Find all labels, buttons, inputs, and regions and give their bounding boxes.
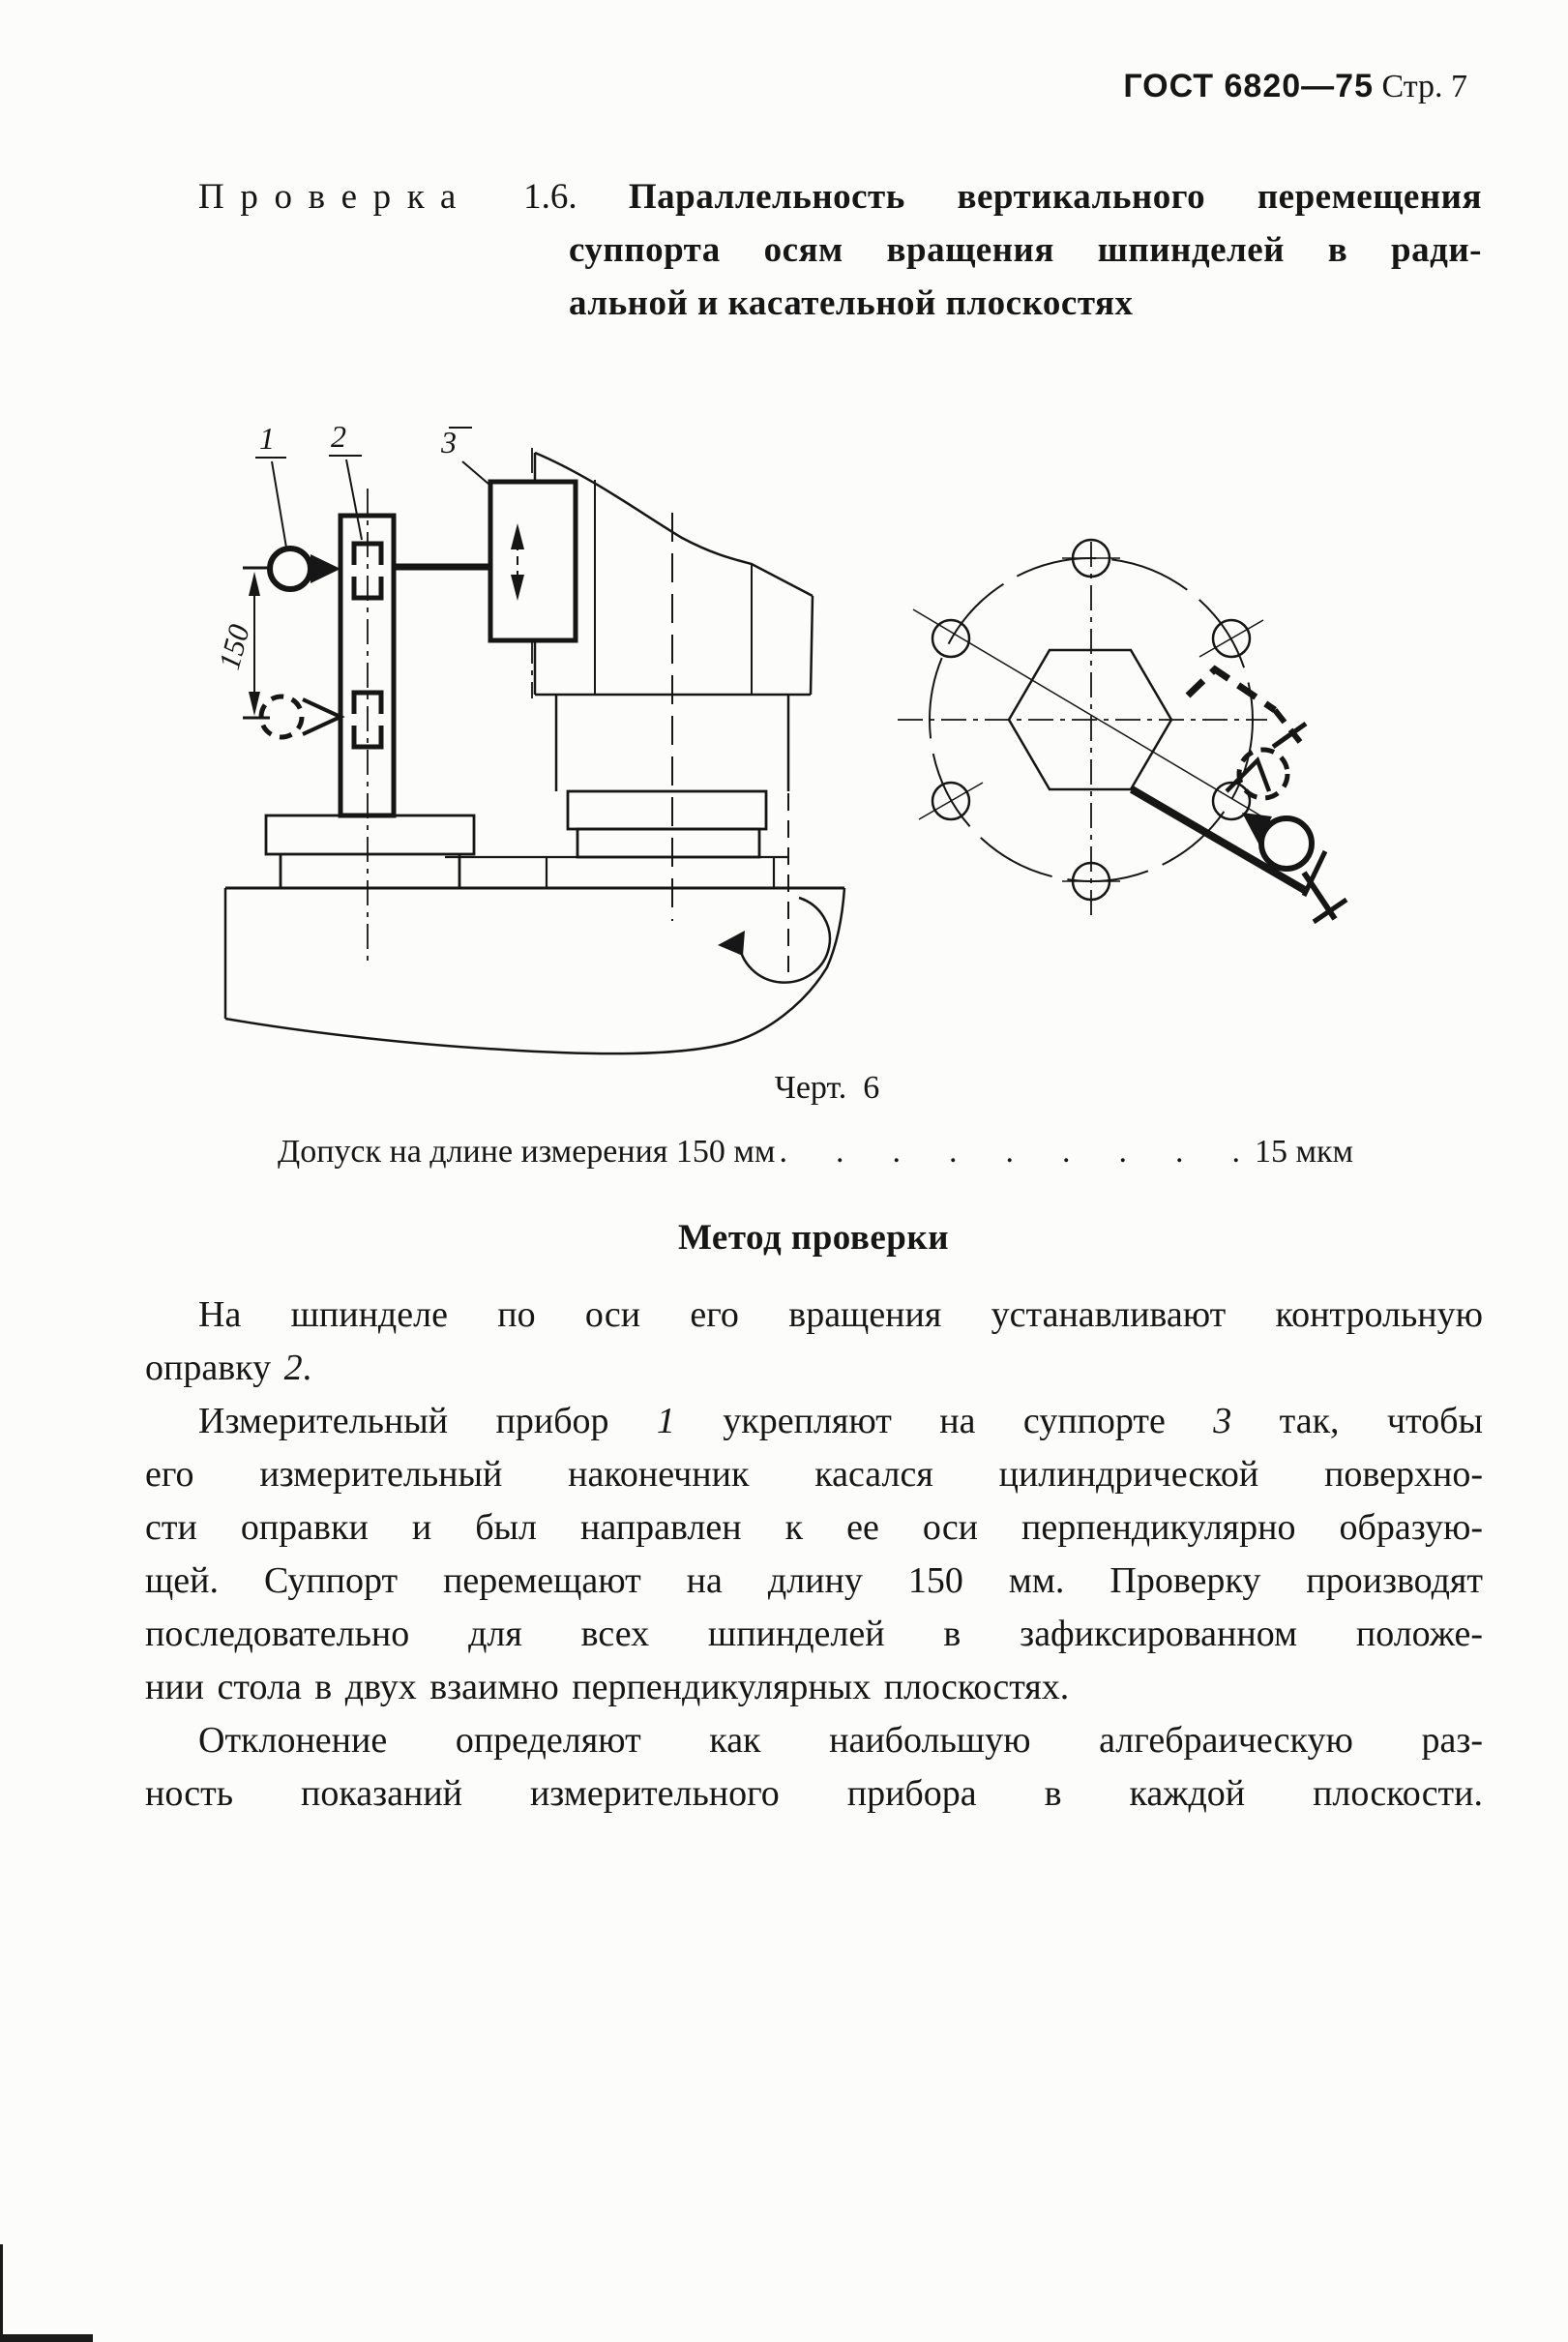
tolerance-value: 15 мкм [1254, 1134, 1353, 1170]
plan-indicator-tangential-phantom [1188, 669, 1306, 798]
tolerance-label: Допуск на длине измерения 150 мм [278, 1134, 776, 1170]
label-1-leader [272, 461, 286, 548]
figure-caption: Черт. 6 [774, 1070, 880, 1106]
body-text-line: Отклонение определяют как наибольшую алгебраическую раз- [198, 1720, 1483, 1761]
part-label-2: 2 [331, 419, 346, 454]
body-text-line: щей. Суппорт перемещают на длину 150 мм. Проверку производят [145, 1560, 1483, 1601]
dial-indicator-upper [243, 548, 340, 589]
support-carriage [394, 482, 576, 640]
part-label-callouts [255, 419, 503, 548]
plan-indicator-radial [1132, 789, 1346, 922]
test-mandrel [340, 489, 394, 961]
support-body [490, 482, 576, 640]
body-text-line: его измерительный наконечник касался цилиндрической поверхно- [145, 1454, 1483, 1495]
body-text-line: сти оправки и был направлен к ее оси перпендикулярно образую- [145, 1507, 1483, 1548]
tolerance-line [278, 1134, 1353, 1171]
base-bottom-break-line [225, 888, 844, 1053]
method-body-text [145, 1289, 1483, 1821]
indicator-body-icon [270, 548, 311, 589]
body-text-line: последовательно для всех шпинделей в зафиксированном положе- [145, 1614, 1483, 1654]
check-title-text1: Параллельность вертикального перемещения [628, 177, 1483, 217]
dimension-value: 150 [211, 620, 256, 673]
body-text-line: ность показаний измерительного прибора в каждой плоскости. [145, 1773, 1483, 1814]
spindle-tick-upper-right [1199, 620, 1263, 657]
check-number: 1.6. [523, 177, 577, 217]
right-pedestal-step2 [577, 829, 759, 857]
dimension-arrow-up [249, 572, 260, 596]
standard-number: ГОСТ 6820—75 [1123, 68, 1374, 104]
plan-indicator-body-icon [1261, 818, 1312, 869]
body-text-line: На шпинделе по оси его вращения устанавливают контрольную [198, 1294, 1483, 1335]
scan-edge-artifact-bottom [0, 2334, 93, 2342]
check-word: Проверка [198, 177, 472, 217]
left-pedestal-step1 [266, 815, 474, 854]
indicator-tip-phantom [303, 699, 340, 734]
body-right-edge [811, 596, 813, 695]
label-2-leader [346, 460, 362, 540]
method-heading: Метод проверки [677, 1218, 950, 1258]
body-text-line: Измерительный прибор 1 укрепляют на суппорте 3 так, чтобы [198, 1401, 1483, 1441]
body-text-line: оправку 2. [145, 1348, 312, 1388]
indicator-tip [311, 554, 340, 583]
holder-clamp-tick-2 [1314, 900, 1346, 922]
check-title-text2: суппорта осям вращения шпинделей в ради- [569, 230, 1482, 270]
phantom-clamp-tick [1273, 724, 1306, 747]
dimension-150 [212, 572, 260, 716]
spindle-drum-plan-view [898, 540, 1275, 919]
machine-base [225, 791, 844, 1053]
scan-edge-artifact-left [0, 2244, 3, 2342]
rotation-arrow-head [718, 931, 745, 956]
part-label-3: 3 [441, 425, 457, 460]
phantom-indicator-tip [1227, 760, 1269, 791]
tolerance-dot-leader: . . . . . . . . . [779, 1134, 1251, 1170]
check-title-text3: альной и касательной плоскостях [569, 283, 1134, 323]
part-label-1: 1 [259, 421, 275, 456]
body-text-line: нии стола в двух взаимно перпендикулярных плоскостях. [145, 1667, 1070, 1707]
spindle-tick-lower-left [919, 783, 983, 819]
right-pedestal-step1 [568, 791, 766, 829]
dimension-arrow-down [249, 692, 260, 716]
phantom-holder-bar [1188, 669, 1275, 710]
rotation-arrow-arc [739, 898, 830, 983]
page-number: Стр. 7 [1381, 69, 1467, 104]
